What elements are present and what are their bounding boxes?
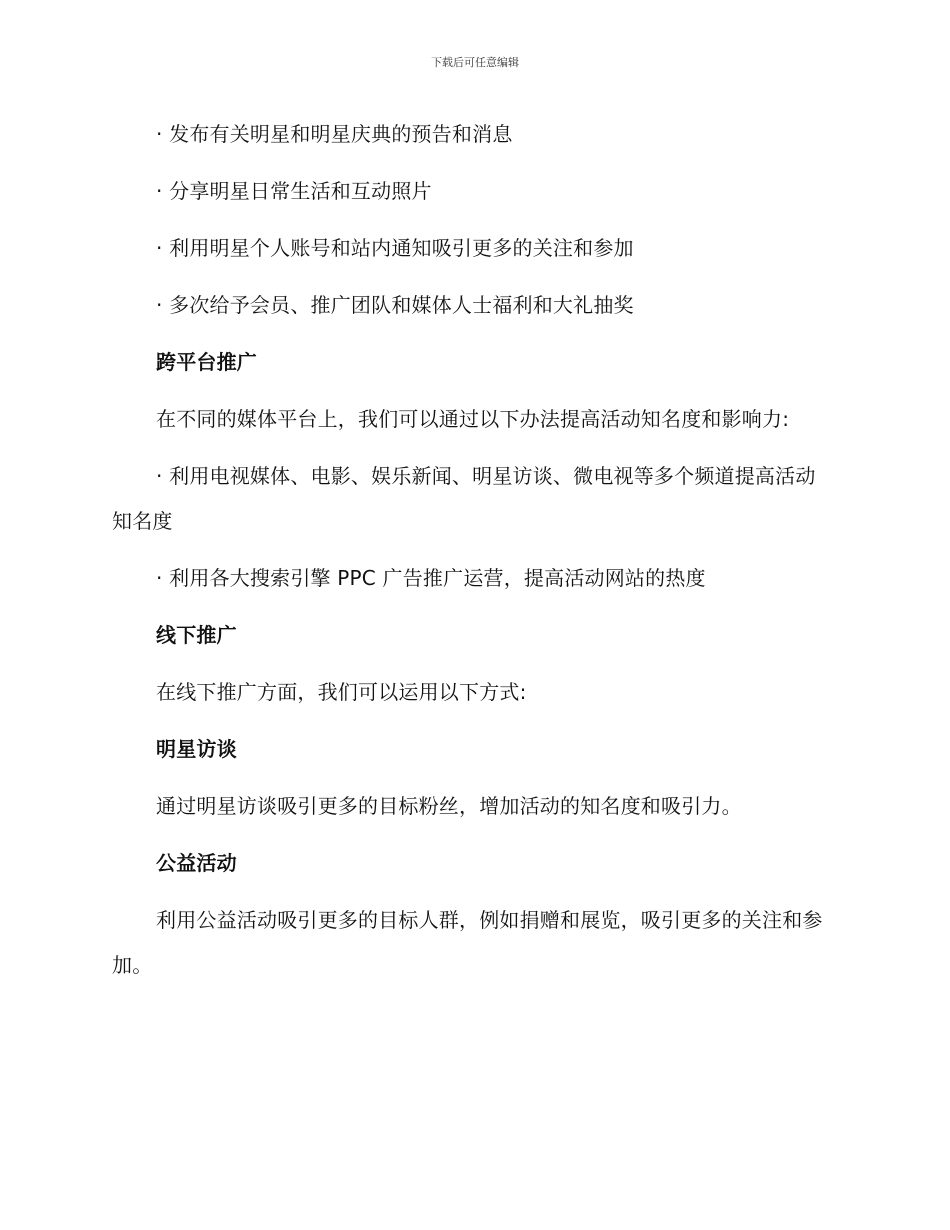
document-body — [112, 112, 832, 988]
section-heading-cross-platform: 跨平台推广 — [156, 350, 257, 374]
paragraph-interview: 通过明星访谈吸引更多的目标粉丝，增加活动的知名度和吸引力。 — [156, 794, 742, 818]
paragraph-offline: 在线下推广方面，我们可以运用以下方式: — [156, 680, 527, 704]
page-header-note: 下载后可任意编辑 — [431, 56, 519, 69]
bullet-item: · 多次给予会员、推广团队和媒体人士福利和大礼抽奖 — [156, 293, 634, 317]
section-heading-interview: 明星访谈 — [156, 737, 237, 761]
paragraph-charity: 利用公益活动吸引更多的目标人群，例如捐赠和展览，吸引更多的关注和参加。 — [112, 908, 823, 977]
bullet-item: · 利用电视媒体、电影、娱乐新闻、明星访谈、微电视等多个频道提高活动知名度 — [112, 464, 816, 533]
paragraph-cross-platform: 在不同的媒体平台上，我们可以通过以下办法提高活动知名度和影响力: — [156, 407, 790, 431]
bullet-item: · 利用各大搜索引擎 PPC 广告推广运营，提高活动网站的热度 — [156, 566, 706, 590]
section-heading-charity: 公益活动 — [156, 851, 237, 875]
bullet-item: · 发布有关明星和明星庆典的预告和消息 — [156, 122, 513, 146]
bullet-item: · 利用明星个人账号和站内通知吸引更多的关注和参加 — [156, 236, 634, 260]
section-heading-offline: 线下推广 — [156, 623, 237, 647]
bullet-item: · 分享明星日常生活和互动照片 — [156, 179, 432, 203]
